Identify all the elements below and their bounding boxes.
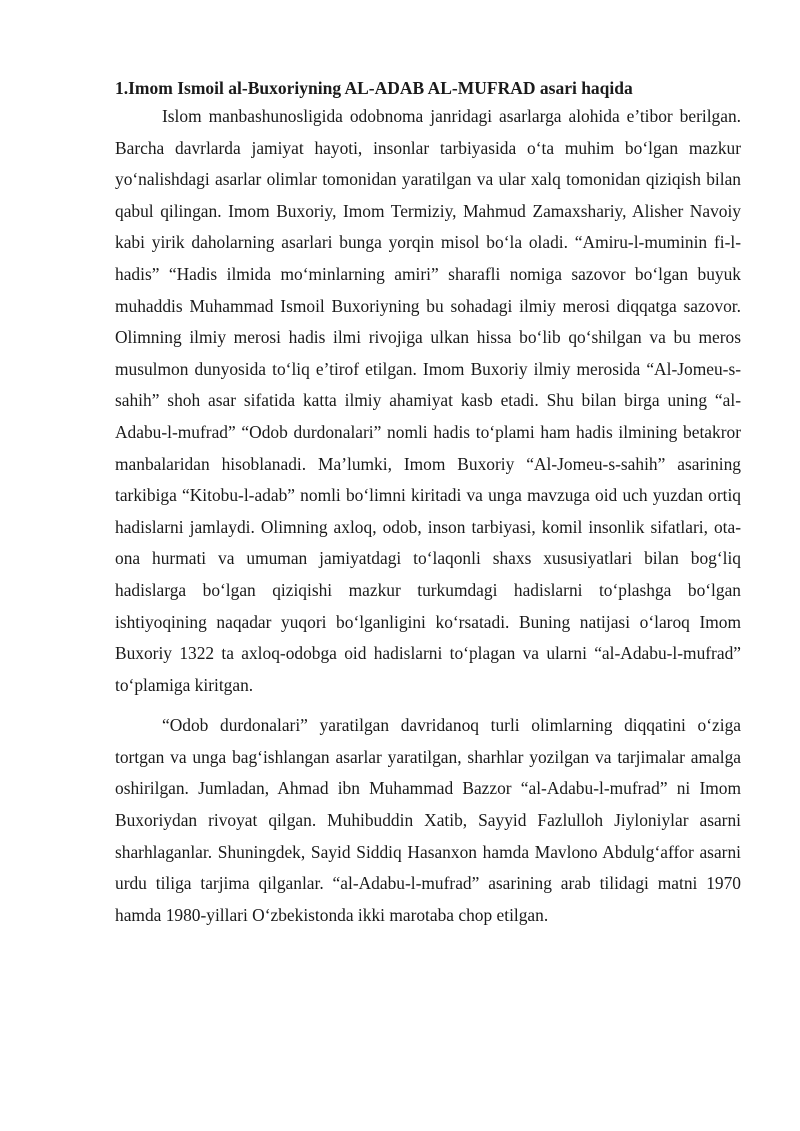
paragraph-1: Islom manbashunosligida odobnoma janridagi asarlarga alohida e’tibor berilgan. Barcha davrlarda jamiyat hayoti, insonlar tarbiyasida o‘ta muhim bo‘lgan mazkur yo‘nalishdagi asarlar olimlar tomonidan yaratilgan va ular xalq tomonidan qiziqish bilan qabul qilingan. Imom Buxoriy, Imom Termiziy, Mahmud Zamaxshariy, Alisher Navoiy kabi yirik daholarning asarlari bunga yorqin misol bo‘la oladi. “Amiru-l-muminin fi-l-hadis” “Hadis ilmida mo‘minlarning amiri” sharafli nomiga sazovor bo‘lgan buyuk muhaddis Muhammad Ismoil Buxoriyning bu sohadagi ilmiy merosi diqqatga sazovor. Olimning ilmiy merosi hadis ilmi rivojiga ulkan hissa bo‘lib qo‘shilgan va bu meros musulmon dunyosida to‘liq e’tirof etilgan. Imom Buxoriy ilmiy merosida “Al-Jomeu-s-sahih” shoh asar sifatida katta ilmiy ahamiyat kasb etadi. Shu bilan birga uning “al-Adabu-l-mufrad” “Odob durdonalari” nomli hadis to‘plami ham hadis ilmining betakror manbalaridan hisoblanadi. Ma’lumki, Imom Buxoriy “Al-Jomeu-s-sahih” asarining tarkibiga “Kitobu-l-adab” nomli bo‘limni kiritadi va unga mavzuga oid uch yuzdan ortiq hadislarni jamlaydi. Olimning axloq, odob, inson tarbiyasi, komil insonlik sifatlari, ota-ona hurmati va umuman jamiyatdagi to‘laqonli shaxs xususiyatlari bilan bog‘liq hadislarga bo‘lgan qiziqishi mazkur turkumdagi hadislarni to‘plashga bo‘lgan ishtiyoqining naqadar yuqori bo‘lganligini ko‘rsatadi. Buning natijasi o‘laroq Imom Buxoriy 1322 ta axloq-odobga oid hadislarni to‘plagan va ularni “al-Adabu-l-mufrad” to‘plamiga kiritgan. [115, 106, 741, 695]
section-heading: 1.Imom Ismoil al-Buxoriyning AL-ADAB AL-MUFRAD asari haqida [115, 78, 633, 98]
document-body [115, 76, 741, 931]
paragraph-2: “Odob durdonalari” yaratilgan davridanoq turli olimlarning diqqatini o‘ziga tortgan va unga bag‘ishlangan asarlar yaratilgan, sharhlar yozilgan va tarjimalar amalga oshirilgan. Jumladan, Ahmad ibn Muhammad Bazzor “al-Adabu-l-mufrad” ni Imom Buxoriydan rivoyat qilgan. Muhibuddin Xatib, Sayyid Fazlulloh Jiyloniylar asarni sharhlaganlar. Shuningdek, Sayid Siddiq Hasanxon hamda Mavlono Abdulg‘affor asarni urdu tiliga tarjima qilganlar. “al-Adabu-l-mufrad” asarining arab tilidagi matni 1970 hamda 1980-yillari O‘zbekistonda ikki marotaba chop etilgan. [115, 715, 741, 925]
